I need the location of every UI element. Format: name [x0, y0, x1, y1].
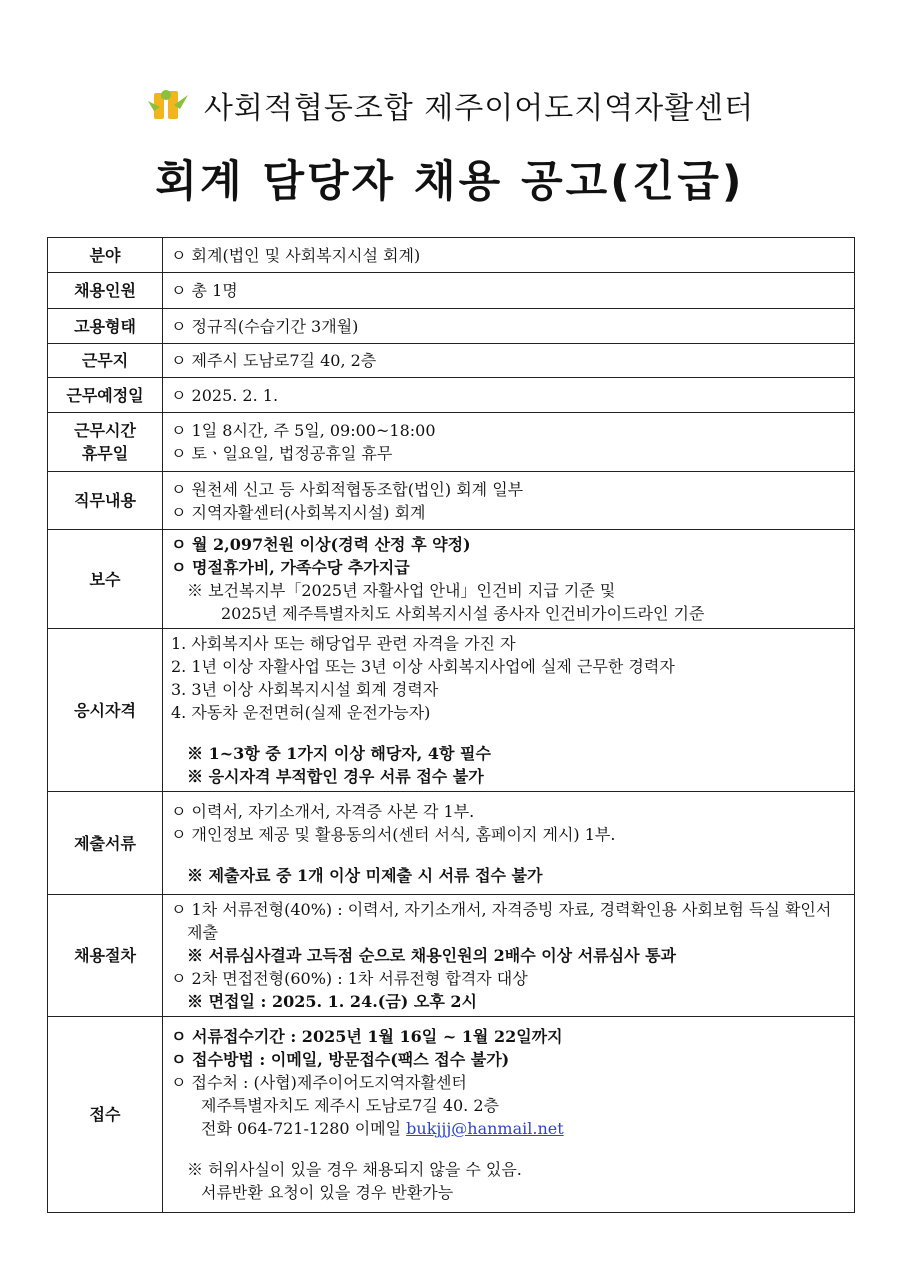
- content-qualification: [163, 629, 855, 792]
- process-line-1: ㅇ 1차 서류전형(40%) : 이력서, 자기소개서, 자격증빙 자료, 경력확인용 사회보험 득실 확인서 제출: [171, 900, 832, 942]
- label-field: 분야: [48, 238, 163, 273]
- row-hours: [48, 413, 855, 472]
- label-reception: 접수: [48, 1017, 163, 1213]
- row-duties: [48, 472, 855, 530]
- content-hours: [163, 413, 855, 472]
- hours-line-2: ㅇ 토ㆍ일요일, 법정공휴일 휴무: [171, 444, 393, 463]
- recruitment-table: [47, 237, 855, 1213]
- process-note-1: ※ 서류심사결과 고득점 순으로 채용인원의 2배수 이상 서류심사 통과: [187, 946, 677, 965]
- hours-line-1: ㅇ 1일 8시간, 주 5일, 09:00~18:00: [171, 421, 436, 440]
- qualification-note-1: ※ 1~3항 중 1가지 이상 해당자, 4항 필수: [187, 744, 491, 763]
- reception-line-3: ㅇ 접수처 : (사협)제주이어도지역자활센터: [171, 1073, 467, 1092]
- salary-line-2: ㅇ 명절휴가비, 가족수당 추가지급: [171, 558, 410, 577]
- headcount-line: ㅇ 총 1명: [171, 281, 238, 300]
- content-reception: [163, 1017, 855, 1213]
- row-startdate: [48, 378, 855, 413]
- salary-note-2: 2025년 제주특별자치도 사회복지시설 종사자 인건비가이드라인 기준: [221, 604, 705, 623]
- reception-line-1: ㅇ 서류접수기간 : 2025년 1월 16일 ~ 1월 22일까지: [171, 1027, 563, 1046]
- employment-line: ㅇ 정규직(수습기간 3개월): [171, 316, 359, 336]
- label-duties: 직무내용: [48, 472, 163, 530]
- content-workplace: [163, 344, 855, 378]
- field-line: ㅇ 회계(법인 및 사회복지시설 회계): [171, 245, 421, 265]
- content-salary: [163, 530, 855, 629]
- content-documents: [163, 792, 855, 895]
- label-hours-2: 휴무일: [81, 444, 129, 463]
- label-salary: 보수: [48, 530, 163, 629]
- reception-note-2: 서류반환 요청이 있을 경우 반환가능: [201, 1183, 454, 1202]
- reception-phone: 전화 064-721-1280 이메일: [201, 1119, 402, 1138]
- row-workplace: [48, 344, 855, 378]
- label-process: 채용절차: [48, 895, 163, 1017]
- workplace-line: ㅇ 제주시 도남로7길 40, 2층: [171, 351, 377, 370]
- content-duties: [163, 472, 855, 530]
- label-hours-1: 근무시간: [74, 421, 136, 440]
- content-employment: [163, 309, 855, 344]
- label-workplace: 근무지: [48, 344, 163, 378]
- documents-line-1: ㅇ 이력서, 자기소개서, 자격증 사본 각 1부.: [171, 801, 475, 821]
- row-reception: [48, 1017, 855, 1213]
- documents-note: ※ 제출자료 중 1개 이상 미제출 시 서류 접수 불가: [187, 865, 543, 885]
- document-header: [0, 80, 900, 209]
- label-qualification: 응시자격: [48, 629, 163, 792]
- row-documents: [48, 792, 855, 895]
- content-headcount: [163, 273, 855, 309]
- row-salary: [48, 530, 855, 629]
- reception-contact: [171, 1117, 846, 1140]
- content-process: [163, 895, 855, 1017]
- reception-note-1: ※ 허위사실이 있을 경우 채용되지 않을 수 있음.: [187, 1160, 522, 1179]
- row-employment: [48, 309, 855, 344]
- label-startdate: 근무예정일: [48, 378, 163, 413]
- qualification-line-3: 3. 3년 이상 사회복지시설 회계 경력자: [171, 680, 439, 699]
- label-hours: [48, 413, 163, 472]
- qualification-note-2: ※ 응시자격 부적합인 경우 서류 접수 불가: [187, 767, 484, 786]
- row-process: [48, 895, 855, 1017]
- process-note-2: ※ 면접일 : 2025. 1. 24.(금) 오후 2시: [187, 992, 478, 1011]
- row-headcount: [48, 273, 855, 309]
- documents-line-2: ㅇ 개인정보 제공 및 활용동의서(센터 서식, 홈페이지 게시) 1부.: [171, 824, 616, 844]
- salary-line-1: ㅇ 월 2,097천원 이상(경력 산정 후 약정): [171, 535, 471, 554]
- duties-line-2: ㅇ 지역자활센터(사회복지시설) 회계: [171, 502, 426, 522]
- startdate-line: ㅇ 2025. 2. 1.: [171, 385, 279, 405]
- label-employment: 고용형태: [48, 309, 163, 344]
- content-startdate: [163, 378, 855, 413]
- reception-line-2: ㅇ 접수방법 : 이메일, 방문접수(팩스 접수 불가): [171, 1050, 510, 1069]
- qualification-line-4: 4. 자동차 운전면허(실제 운전가능자): [171, 703, 431, 722]
- row-field: [48, 238, 855, 273]
- qualification-line-2: 2. 1년 이상 자활사업 또는 3년 이상 사회복지사업에 실제 근무한 경력자: [171, 657, 675, 676]
- reception-address: 제주특별자치도 제주시 도남로7길 40. 2층: [201, 1096, 499, 1115]
- row-qualification: [48, 629, 855, 792]
- salary-note-1: ※ 보건복지부「2025년 자활사업 안내」인건비 지급 기준 및: [187, 581, 616, 600]
- page-title: 회계 담당자 채용 공고(긴급): [155, 157, 745, 207]
- organization-line: [0, 80, 900, 130]
- process-line-2: ㅇ 2차 면접전형(60%) : 1차 서류전형 합격자 대상: [171, 969, 528, 988]
- organization-logo-icon: [146, 87, 190, 123]
- duties-line-1: ㅇ 원천세 신고 등 사회적협동조합(법인) 회계 일부: [171, 479, 524, 499]
- content-field: [163, 238, 855, 273]
- email-link[interactable]: bukjjj@hanmail.net: [406, 1119, 564, 1138]
- organization-name: 사회적협동조합 제주이어도지역자활센터: [203, 91, 755, 126]
- label-headcount: 채용인원: [48, 273, 163, 309]
- label-documents: 제출서류: [48, 792, 163, 895]
- qualification-line-1: 1. 사회복지사 또는 해당업무 관련 자격을 가진 자: [171, 634, 516, 653]
